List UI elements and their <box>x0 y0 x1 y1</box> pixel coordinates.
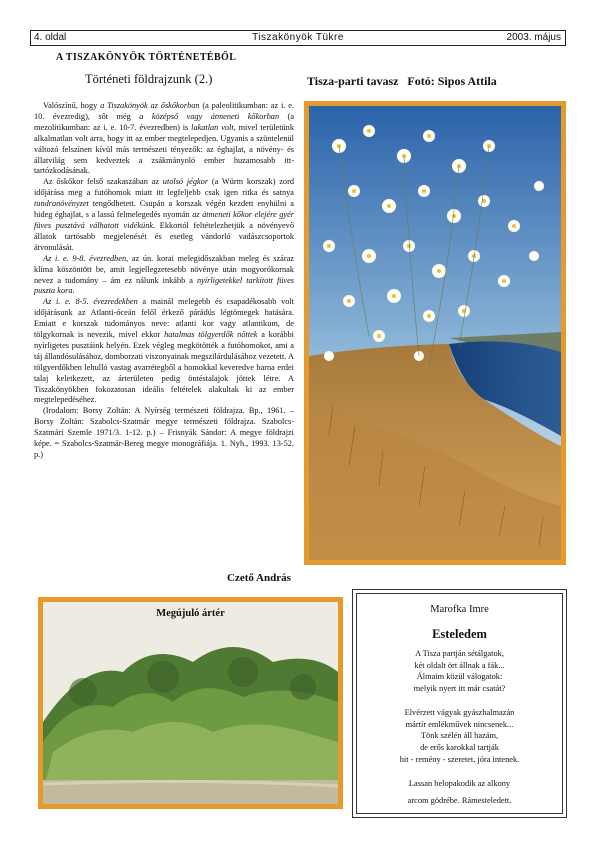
poem-stanza <box>357 648 562 695</box>
poem-line: A Tisza partján sétálgatok, <box>415 649 504 658</box>
poem-line: Álmaim közül válogatok: <box>416 672 503 682</box>
paragraph: Az i. e. 9-8. évezredben, az ún. korai melegidőszakban meleg és száraz klíma köszöntött be, amit legjellegzetesebb növénye után mogyorókornak nevez a tudomány – ám ez nálunk inkább a nyírligetekkel tarkított füves puszta kora. <box>34 253 295 296</box>
paragraph: Az őskőkor felső szakaszában az utolsó jégkor (a Würm korszak) zord időjárása meg a futóhomok miatt itt legfeljebb csak igen ritka és satnya tundranövényzet tengődhetett. Csupán a korszak végén kezdett enyhülni a hideg éghajlat, s a lassú felmelegedés nyomán az átmeneti kőkor elejére gyér füves pusztává válhatott vidékünk. Ekkortól feltételezhetjük a növényevő állatok tartósabb megjelenését és esetleg vándorló vadászcsoportok átvonulását. <box>34 177 295 252</box>
poem-frame <box>356 593 563 814</box>
poet-name: Marofka Imre <box>430 604 489 615</box>
poem-line: hit - remény - szeretet, jóra intenek. <box>399 754 520 764</box>
poem-line: két oldalt ört állnak a fák... <box>414 660 505 670</box>
article-title: Történeti földrajzunk (2.) <box>85 72 213 86</box>
poem-line: Elvérzett vágyak gyászhalmazán <box>404 708 515 717</box>
publication-name: Tiszakönyök Tükre <box>252 32 344 43</box>
article-author: Czető András <box>227 572 291 584</box>
photo-floodplain <box>38 597 343 809</box>
page-number: 4. oldal <box>34 32 67 43</box>
paragraph: Az i. e. 8-5. évezredekben a mainál melegebb és csapadékosabb volt időjárásunk az Atlanti-óceán felől érkező párádús légtömegek hatására. Emiatt e korszak tudományos neve: atlanti kor vagy atlantikum, de tölgykornak is nevezik, mivel ekkor hatalmas tölgyerdők nőttek a korábbi nyírligetes pusztáink helyén. Ezek végleg megkötötték a futóhomokot, ami a táj állandósulásához, domborzati viszonyainak megszilárdulásához vezetett. A tölgyerdőkben lehulló vastag avarrétegből a homokkal keveredve barna erdei talaj keletkezett, az árterületen pedig öntéstalajok jöttek létre. A Tiszakönyökben fokozatosan ideális feltételek alakultak ki az ember megtelepedéséhez. <box>34 297 294 405</box>
photo-caption-bottom: Megújuló ártér <box>156 608 225 619</box>
poem-line: mártír emlékművek nincsenek... <box>405 719 514 729</box>
poem-line: Lassan belopakodik az alkony <box>408 779 511 788</box>
poem-line: arcom gödrébe. Rámesteledett. <box>407 795 512 805</box>
poem-line: Tönk szélén áll hazám, <box>420 731 499 741</box>
poem-line: de erős karokkal tartják <box>420 743 499 753</box>
poem-stanza <box>357 707 562 766</box>
photo-caption-top: Tisza-parti tavasz Fotó: Sipos Attila <box>307 74 497 88</box>
paragraph: Valószínű, hogy a Tiszakönyök az őskőkorban (a paleolitikumban: az i. e. 10. évezredig), sőt még a középső vagy átmeneti kőkorban (a mezolitikumban: az i. e. 10-7. évezredben) is lakatlan volt, mivel területünk alkalmatlan volt arra, hogy itt az ember megtelepedjen. Ugyanis a szüntelenül változó felszínen kívül más természeti tényezők: az éghajlat, a növény- és állatvilág sem kedveztek a zsákmányoló ember huzamosabb itt-tartózkodásának. <box>34 101 294 176</box>
photo-tisza-spring <box>304 101 566 565</box>
poem-title: Esteledem <box>432 627 487 641</box>
paragraph: (Irodalom: Borsy Zoltán: A Nyírség természeti földrajza. Bp., 1961. – Borsy Zoltán: Szabolcs-Szatmár megye természeti földrajza. Szabolcs-Szatmári Szemle 1971/3. 1-12. p.) – Frisnyák Sándor: A megye földrajzi képe. = Szabolcs-Szatmár-Bereg megye monográfiája. 1. Nyh., 1993. 13-52. p.) <box>34 406 294 459</box>
issue-date: 2003. május <box>506 32 561 43</box>
page-header <box>30 30 566 46</box>
poem-box <box>352 589 567 818</box>
series-title: A TISZAKÖNYÖK TÖRTÉNETÉBŐL <box>56 52 237 63</box>
poem-line: melyik nyert itt már csatát? <box>413 684 506 694</box>
poem-stanza <box>357 778 562 806</box>
article-body <box>34 101 294 461</box>
